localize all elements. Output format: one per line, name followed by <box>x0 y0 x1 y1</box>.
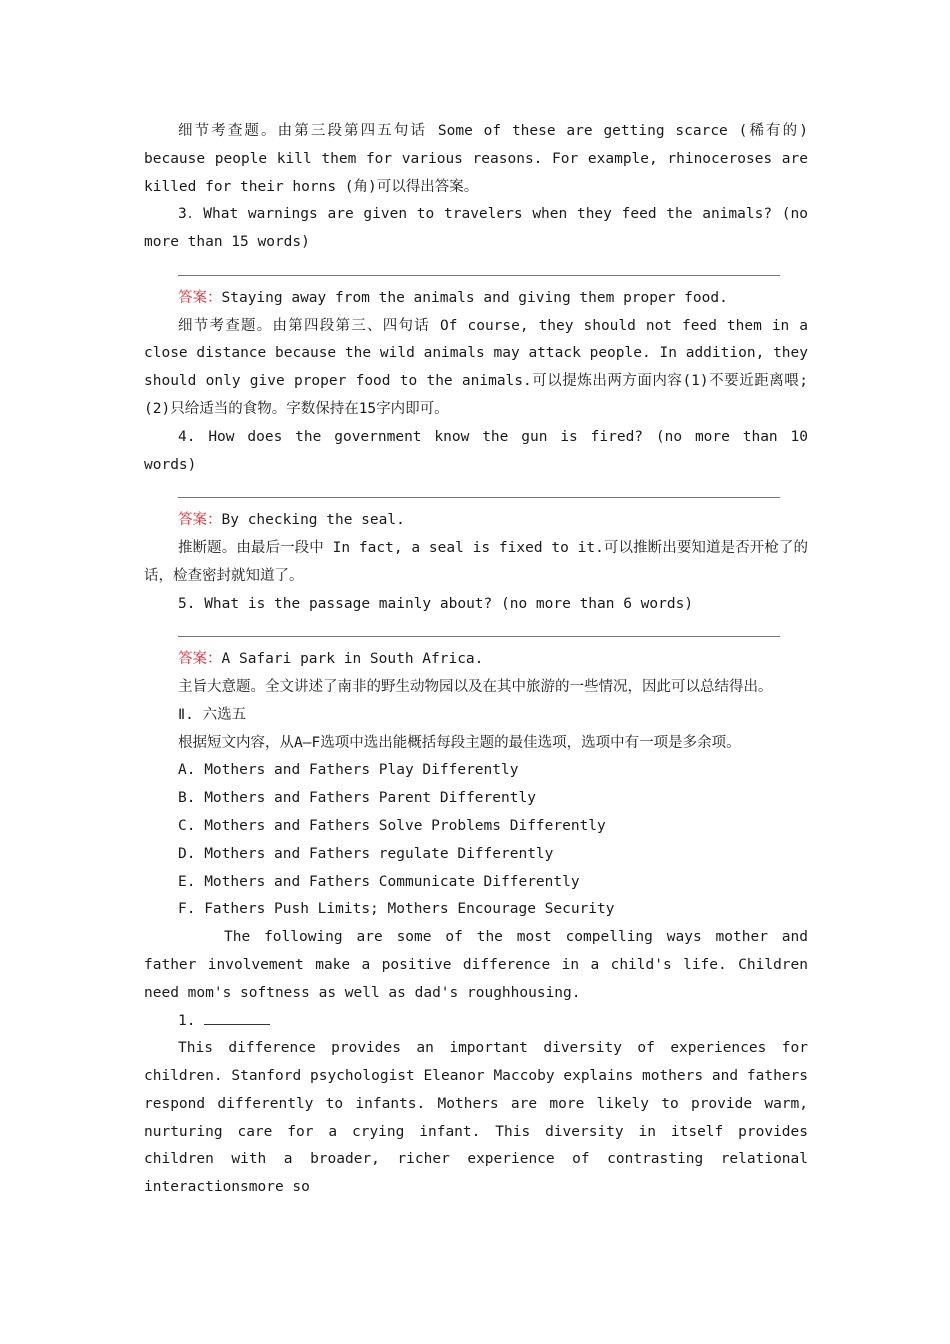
option-f: F. Fathers Push Limits; Mothers Encourage Security <box>178 901 615 918</box>
q3-question: 3．What warnings are given to travelers when they feed the animals? (no more than 15 words) <box>144 206 808 251</box>
q5-answer <box>144 646 808 674</box>
q2-explanation: 细节考查题。由第三段第四五句话 Some of these are getting scarce (稀有的) because people kill them for various reasons. For example, rhinoceroses are killed for their horns (角)可以得出答案。 <box>144 123 808 195</box>
section-instruction: 根据短文内容，从A—F选项中选出能概括每段主题的最佳选项，选项中有一项是多余项。 <box>178 734 741 751</box>
item-number: 1. <box>178 1012 196 1029</box>
q4-answer <box>144 507 808 535</box>
option-d: D. Mothers and Fathers regulate Differently <box>178 845 554 862</box>
q3-answer-line[interactable] <box>144 257 808 285</box>
answer-label: 答案： <box>178 289 222 306</box>
option-c: C. Mothers and Fathers Solve Problems Differently <box>178 817 606 834</box>
answer-text: A Safari park in South Africa. <box>221 651 484 668</box>
section-title: Ⅱ. 六选五 <box>178 706 247 723</box>
option-e: E. Mothers and Fathers Communicate Differently <box>178 873 580 890</box>
answer-blank[interactable] <box>204 1008 270 1025</box>
q5-answer-line[interactable] <box>144 618 808 646</box>
q5-explanation: 主旨大意题。全文讲述了南非的野生动物园以及在其中旅游的一些情况，因此可以总结得出。 <box>178 678 773 695</box>
answer-label: 答案： <box>178 651 222 668</box>
answer-text: By checking the seal. <box>221 512 405 529</box>
answer-label: 答案： <box>178 512 222 529</box>
passage-intro: The following are some of the most compelling ways mother and father involvement make a positive difference in a child's life. Children need mom's softness as well as dad's roughhousing. <box>144 929 808 1001</box>
q5-question: 5. What is the passage mainly about? (no more than 6 words) <box>178 595 694 612</box>
document-page <box>144 118 808 1202</box>
option-b: B. Mothers and Fathers Parent Differently <box>178 790 536 807</box>
blank-item-1 <box>144 1008 808 1036</box>
option-a: A. Mothers and Fathers Play Differently <box>178 762 519 779</box>
q4-question: 4. How does the government know the gun is fired? (no more than 10 words) <box>144 428 808 473</box>
answer-text: Staying away from the animals and giving them proper food. <box>221 289 728 306</box>
q4-answer-line[interactable] <box>144 479 808 507</box>
q3-explanation: 细节考查题。由第四段第三、四句话 Of course, they should not feed them in a close distance because the wild animals may attack people. In addition, they should only give proper food to the animals.可以提炼出两方面内容(1)不要近距离喂;(2)只给适当的食物。字数保持在15字内即可。 <box>144 317 808 417</box>
q3-answer <box>144 285 808 313</box>
passage-paragraph-1: This difference provides an important diversity of experiences for children. Stanford psychologist Eleanor Maccoby explains mothers and fathers respond differently to infants. Mothers are more likely to provide warm, nurturing care for a crying infant. This diversity in itself provides children with a broader, richer experience of contrasting relational interactionsmore so <box>144 1040 808 1196</box>
q4-explanation: 推断题。由最后一段中 In fact, a seal is fixed to it.可以推断出要知道是否开枪了的话，检查密封就知道了。 <box>144 539 808 584</box>
